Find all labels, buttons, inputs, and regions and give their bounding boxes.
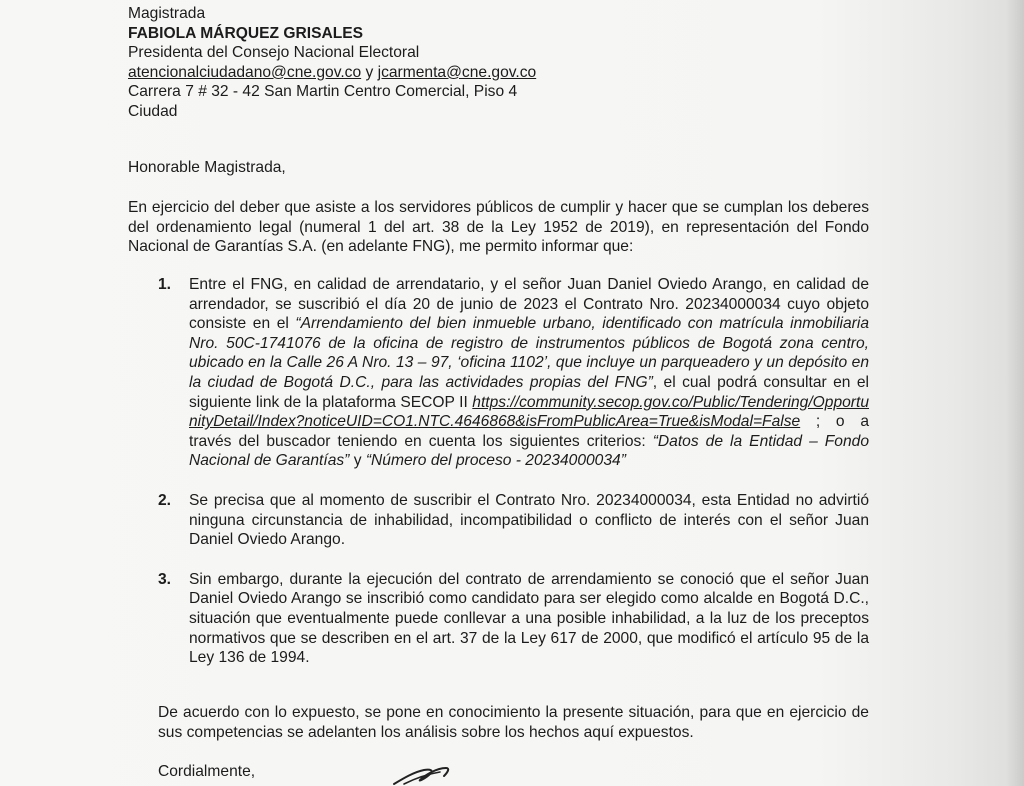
list-item-text: Sin embargo, durante la ejecución del contrato de arrendamiento se conoció que el señor Juan Daniel Oviedo Arango se inscribió como candidato para ser elegido como alcalde en Bogotá D.C., situación que eventualmente puede conllevar a una posible inhabilidad, a la luz de los preceptos normativos que se describen en el art. 37 de la Ley 617 de 2000, que modificó el artículo 95 de la Ley 136 de 1994.: [189, 570, 869, 667]
list-item-text: Se precisa que al momento de suscribir el Contrato Nro. 20234000034, esta Entidad no advirtió ninguna circunstancia de inhabilidad, incompatibilidad o conflicto de interés con el señor Juan Daniel Oviedo Arango.: [189, 491, 869, 549]
list-item-text: [189, 275, 869, 471]
item1-criteria-2: “Número del proceso - 20234000034”: [365, 452, 626, 470]
list-item: [158, 570, 869, 668]
list-item-number: 2.: [158, 491, 172, 509]
farewell: Cordialmente,: [158, 763, 256, 780]
recipient-emails: [128, 63, 888, 83]
recipient-name: FABIOLA MÁRQUEZ GRISALES: [128, 24, 364, 42]
numbered-list: [158, 275, 869, 688]
recipient-block: [128, 4, 888, 122]
email-link-jcarmenta[interactable]: jcarmenta@cne.gov.co: [377, 63, 537, 81]
recipient-position: Presidenta del Consejo Nacional Electoral: [128, 44, 420, 62]
item1-contract-object-quote: “Arrendamiento del bien inmueble urbano, identificado con matrícula inmobiliaria Nro. 50C-1741076 de la oficina de registro de instrumentos públicos de Bogotá zona centro, ubicado en la Calle 26 A Nro. 13 – 97, ‘oficina 1102’, que incluye un parqueadero y un depósito en la ciudad de Bogotá D.C., para las actividades propias del FNG”: [189, 315, 869, 391]
signature-mark: [390, 764, 460, 786]
page-edge-shadow: [1006, 0, 1024, 786]
recipient-address: Carrera 7 # 32 - 42 San Martin Centro Comercial, Piso 4: [128, 83, 518, 101]
item1-text-c: ; o a través del buscador teniendo en cuenta los siguientes criterios:: [189, 413, 869, 450]
closing-paragraph: De acuerdo con lo expuesto, se pone en conocimiento la presente situación, para que en ejercicio de sus competencias se adelanten los análisis sobre los hechos aquí expuestos.: [158, 704, 869, 741]
secop-link[interactable]: https://community.secop.gov.co/Public/Tendering/OpportunityDetail/Index?noticeUID=CO1.NTC.4646868&isFromPublicArea=True&isModal=False: [189, 393, 869, 431]
email-separator: y: [361, 63, 378, 81]
list-item: [158, 275, 869, 471]
salutation: Honorable Magistrada,: [128, 159, 286, 176]
list-item-number: 3.: [158, 570, 172, 588]
item1-text-d: y: [349, 452, 366, 470]
item1-criteria-1: “Datos de la Entidad – Fondo Nacional de Garantías”: [189, 432, 870, 470]
recipient-title: Magistrada: [128, 5, 206, 22]
intro-paragraph: En ejercicio del deber que asiste a los servidores públicos de cumplir y hacer que se cumplan los deberes del ordenamiento legal (numeral 1 del art. 38 de la Ley 1952 de 2019), en representación del Fondo Nacional de Garantías S.A. (en adelante FNG), me permito informar que:: [128, 199, 869, 256]
list-item: [158, 491, 869, 550]
item1-text-a: Entre el FNG, en calidad de arrendatario, y el señor Juan Daniel Oviedo Arango, en calidad de arrendador, se suscribió el día 20 de junio de 2023 el Contrato Nro. 20234000034 cuyo objeto consiste en el: [189, 276, 869, 333]
list-item-number: 1.: [158, 276, 172, 293]
item1-text-b: , el cual podrá consultar en el siguiente link de la plataforma SECOP II: [189, 373, 869, 411]
email-link-atencion[interactable]: atencionalciudadano@cne.gov.co: [128, 63, 362, 81]
recipient-city: Ciudad: [128, 102, 178, 120]
